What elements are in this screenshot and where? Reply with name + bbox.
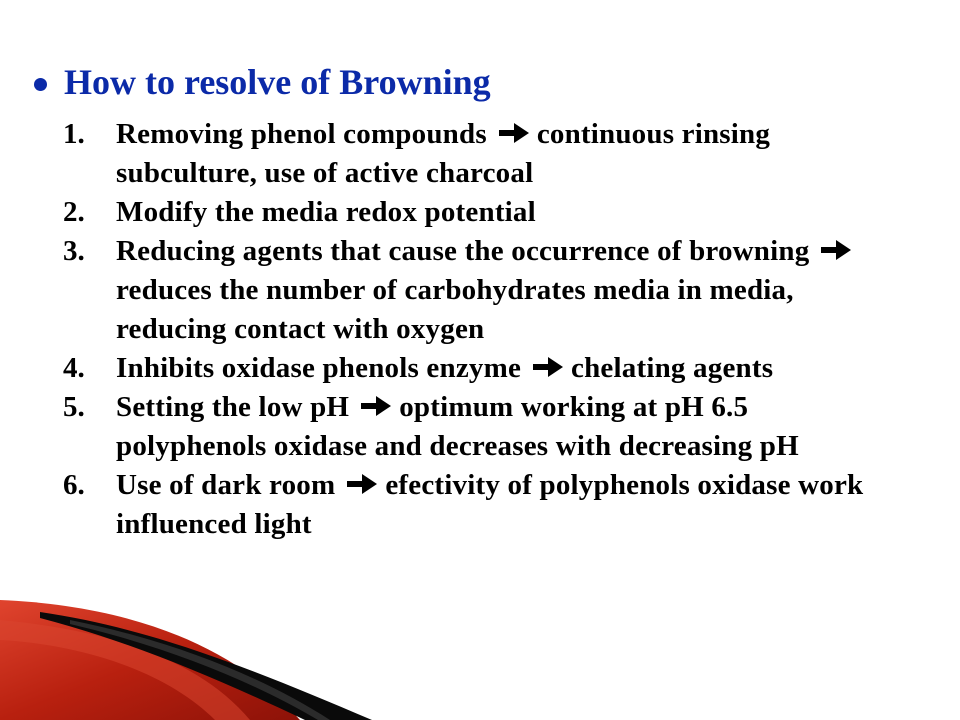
heading-text: How to resolve of Browning [64, 62, 491, 102]
step-text-after: efectivity of polyphenols oxidase work influenced light [116, 469, 864, 540]
step-number: 1. [63, 118, 85, 150]
step-text-after: optimum working at pH 6.5 polyphenols oxidase and decreases with decreasing pH [116, 391, 799, 462]
step-number: 6. [63, 469, 85, 501]
step-text-before: Reducing agents that cause the occurrence of browning [116, 235, 810, 267]
step-text [116, 115, 893, 193]
slide-heading [34, 58, 491, 106]
red-wedge-streak [0, 620, 250, 720]
step-text-before: Removing phenol compounds [116, 118, 487, 150]
step-text [116, 349, 773, 388]
dark-swoosh-shape [40, 612, 372, 720]
bullet-icon [34, 78, 47, 91]
step-number: 5. [63, 391, 85, 423]
list-item [63, 388, 893, 466]
step-number: 4. [63, 352, 85, 384]
step-text-after: chelating agents [571, 352, 774, 384]
step-text [116, 232, 893, 349]
right-arrow-icon [531, 356, 565, 378]
list-item [63, 115, 893, 193]
step-number: 2. [63, 196, 85, 228]
list-item [63, 232, 893, 349]
step-text [116, 193, 536, 232]
right-arrow-icon [359, 395, 393, 417]
step-text-before: Use of dark room [116, 469, 336, 501]
step-list [63, 115, 893, 544]
dark-swoosh-thin [70, 620, 330, 720]
step-text-before: Modify the media redox potential [116, 196, 536, 228]
step-text-before: Setting the low pH [116, 391, 350, 423]
step-text [116, 388, 893, 466]
list-item [63, 193, 893, 232]
step-text-after: reduces the number of carbohydrates media in media, reducing contact with oxygen [116, 274, 794, 345]
step-text-after: continuous rinsing subculture, use of active charcoal [116, 118, 771, 189]
list-item [63, 466, 893, 544]
list-item [63, 349, 893, 388]
step-text [116, 466, 893, 544]
right-arrow-icon [819, 239, 853, 261]
step-number: 3. [63, 235, 85, 267]
right-arrow-icon [345, 473, 379, 495]
step-text-before: Inhibits oxidase phenols enzyme [116, 352, 522, 384]
red-wedge-shape [0, 600, 300, 720]
right-arrow-icon [497, 122, 531, 144]
